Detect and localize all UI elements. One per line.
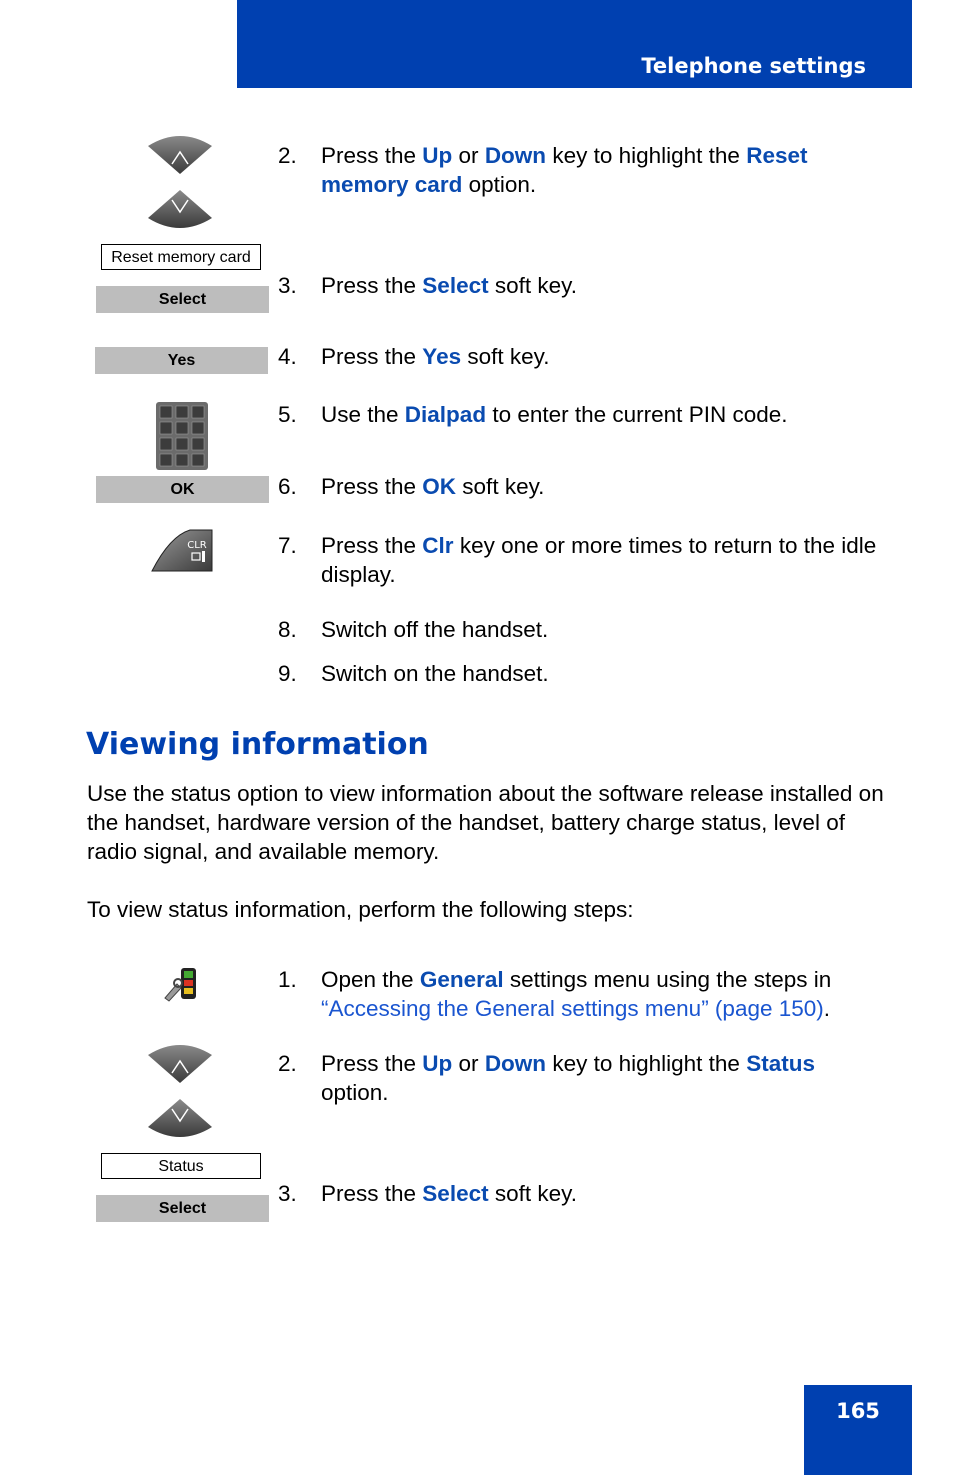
section2-step-2: 2. Press the Up or Down key to highlight the Status option. [278,1051,815,1105]
page-number-box [804,1385,912,1475]
general-settings-icon [161,966,199,1002]
section1-step-8: 8. Switch off the handset. [278,617,549,642]
section1-step-3: 3. Press the Select soft key. [278,273,577,298]
intro-paragraph: Use the status option to view information about the software release installed on the handset, hardware version of the handset, battery charge status, level of radio signal, and available memory. [87,781,884,864]
header-title: Telephone settings [641,54,866,78]
clear-key-icon [150,528,214,572]
up-down-navigation-key-icon [143,130,217,234]
up-down-navigation-key-icon [143,1039,217,1143]
header-bar [237,0,912,88]
section1-step-9: 9. Switch on the handset. [278,661,549,686]
svg-text:CLR: CLR [187,540,207,551]
section-title: Viewing information [86,727,429,762]
accessing-general-settings-link[interactable]: “Accessing the General settings menu” (page 150) [321,996,824,1021]
section1-step-4: 4. Press the Yes soft key. [278,344,550,369]
section1-step-2: 2. Press the Up or Down key to highlight the Reset memory card option. [278,143,808,197]
dialpad-icon [156,402,208,470]
yes-softkey[interactable]: Yes [95,347,268,374]
screen-label-reset-memory-card: Reset memory card [101,244,261,270]
lead-paragraph: To view status information, perform the following steps: [87,897,634,922]
screen-label-status: Status [101,1153,261,1179]
section2-step-1: 1. Open the General settings menu using the steps in “Accessing the General settings menu” (page 150). [278,967,832,1021]
section1-step-5: 5. Use the Dialpad to enter the current PIN code. [278,402,788,427]
section1-step-6: 6. Press the OK soft key. [278,474,545,499]
select-softkey[interactable]: Select [96,1195,269,1222]
ok-softkey[interactable]: OK [96,476,269,503]
page-number: 165 [836,1399,880,1423]
section1-step-7: 7. Press the Clr key one or more times to return to the idle display. [278,533,877,587]
select-softkey[interactable]: Select [96,286,269,313]
section2-step-3: 3. Press the Select soft key. [278,1181,577,1206]
